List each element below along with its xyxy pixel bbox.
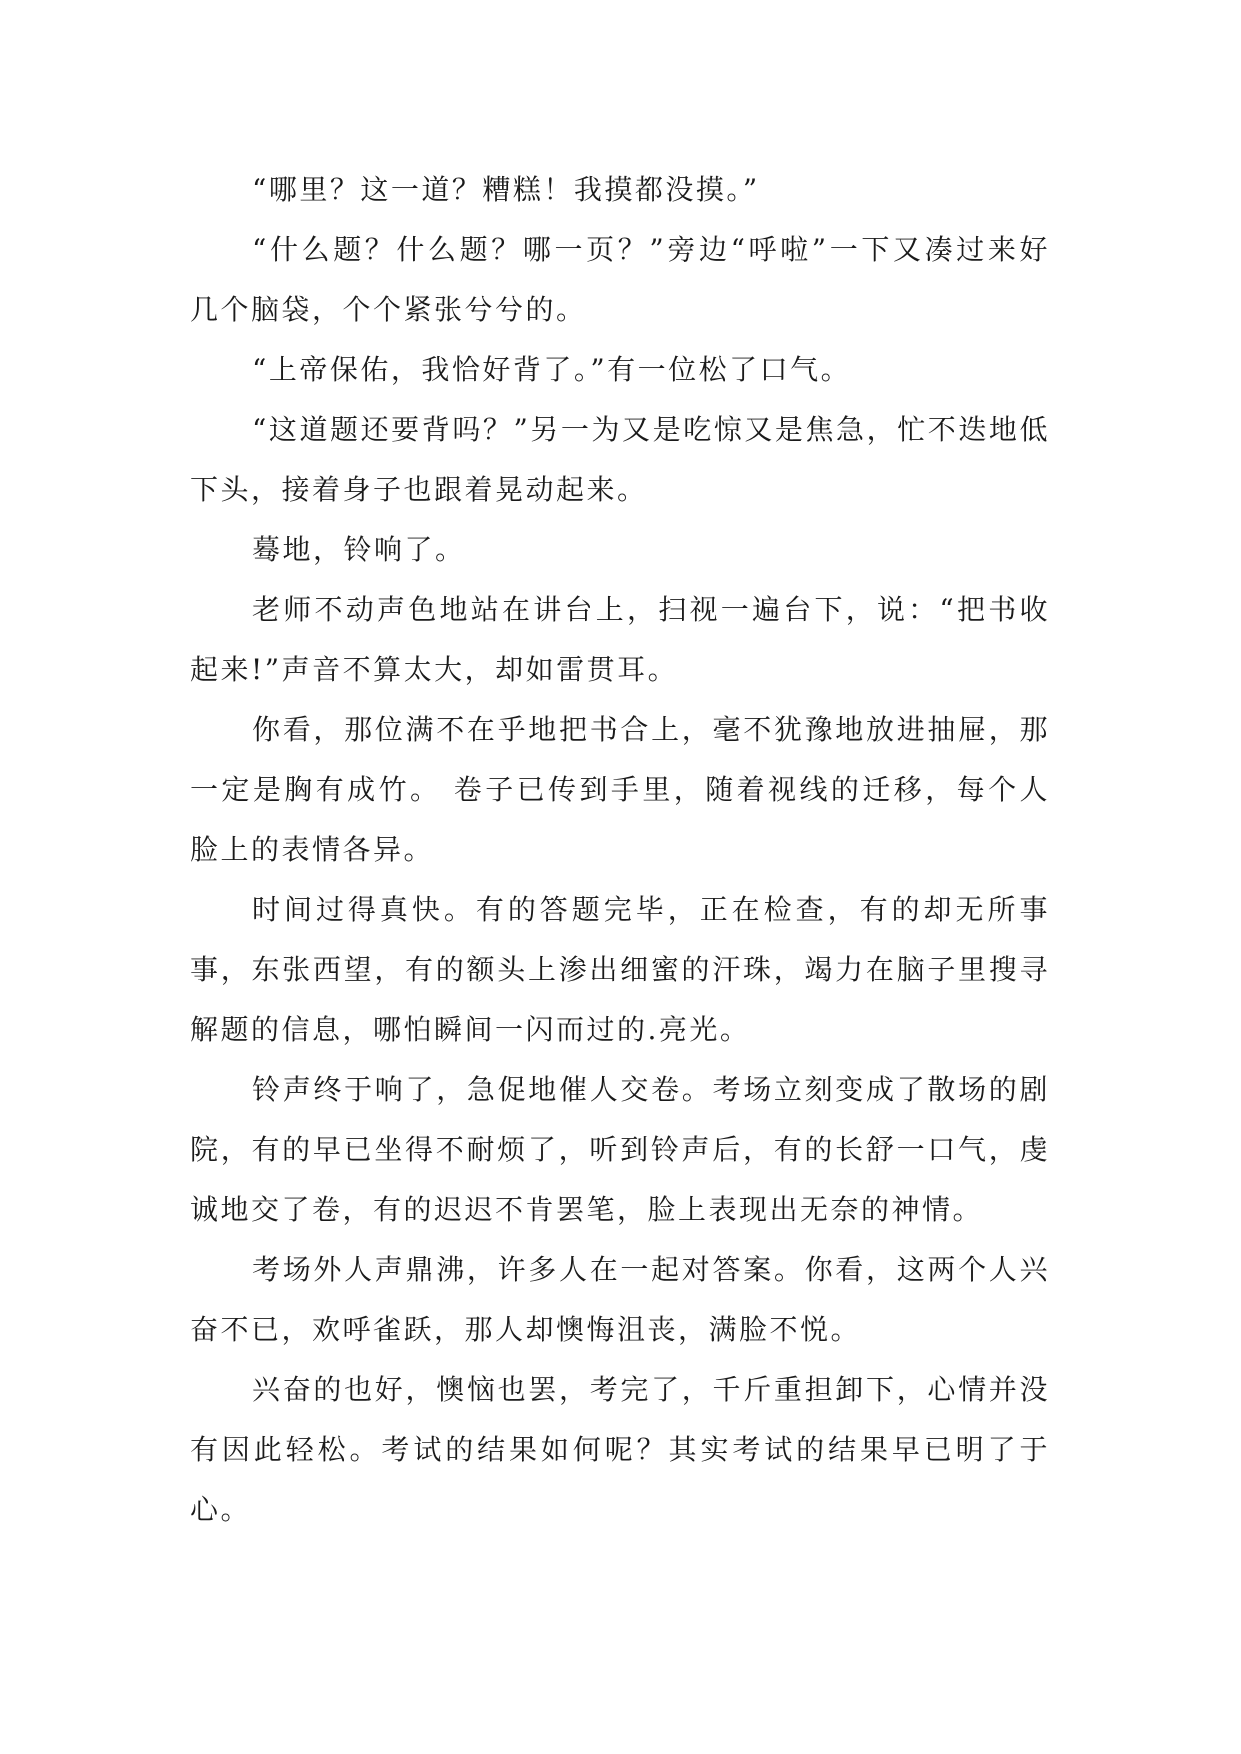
paragraph-1: “哪里？这一道？糟糕！我摸都没摸。”	[252, 173, 760, 206]
paragraph-7: 你看，那位满不在乎地把书合上，毫不犹豫地放进抽屉，那一定是胸有成竹。 卷子已传到手里，随着视线的迁移，每个人脸上的表情各异。	[190, 713, 1050, 866]
paragraph-10: 考场外人声鼎沸，许多人在一起对答案。你看，这两个人兴奋不已，欢呼雀跃，那人却懊悔沮丧，满脸不悦。	[190, 1253, 1050, 1346]
paragraph-5: 蓦地，铃响了。	[252, 533, 466, 566]
paragraph-6: 老师不动声色地站在讲台上，扫视一遍台下，说：“把书收起来!”声音不算太大，却如雷贯耳。	[190, 593, 1050, 686]
paragraph-4: “这道题还要背吗？”另一为又是吃惊又是焦急，忙不迭地低下头，接着身子也跟着晃动起来。	[190, 413, 1050, 506]
paragraph-2: “什么题？什么题？哪一页？”旁边“呼啦”一下又凑过来好几个脑袋，个个紧张兮兮的。	[190, 233, 1050, 326]
paragraph-8: 时间过得真快。有的答题完毕，正在检查，有的却无所事事，东张西望，有的额头上渗出细蜜的汗珠，竭力在脑子里搜寻解题的信息，哪怕瞬间一闪而过的.亮光。	[190, 893, 1050, 1046]
document-body	[190, 160, 1050, 1540]
paragraph-11: 兴奋的也好，懊恼也罢，考完了，千斤重担卸下，心情并没有因此轻松。考试的结果如何呢？其实考试的结果早已明了于心。	[190, 1373, 1050, 1526]
paragraph-9: 铃声终于响了，急促地催人交卷。考场立刻变成了散场的剧院，有的早已坐得不耐烦了，听到铃声后，有的长舒一口气，虔诚地交了卷，有的迟迟不肯罢笔，脸上表现出无奈的神情。	[190, 1073, 1050, 1226]
paragraph-3: “上帝保佑，我恰好背了。”有一位松了口气。	[252, 353, 852, 386]
